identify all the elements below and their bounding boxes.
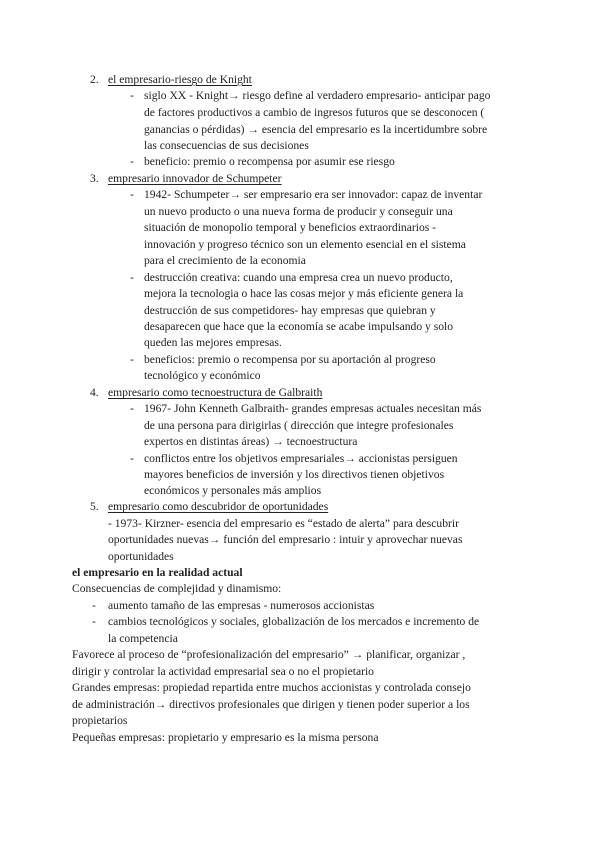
- galbraith-bullet-2-line-2: mayores beneficios de inversión y los directivos tienen objetivos: [144, 468, 445, 481]
- realidad-bullet-2-line-1: cambios tecnológicos y sociales, globalización de los mercados e incremento de: [108, 615, 480, 628]
- schumpeter-bullet-1-line-3: situación de monopolio temporal y beneficios extraordinarios -: [144, 221, 437, 234]
- section-3-title: empresario innovador de Schumpeter: [108, 172, 282, 185]
- knight-bullet-1-line-1: siglo XX - Knight→ riesgo define al verdadero empresario- anticipar pago: [144, 89, 491, 102]
- realidad-bullet-1: aumento tamaño de las empresas - numerosos accionistas: [108, 599, 375, 612]
- realidad-bullet-2-line-2: la competencia: [108, 632, 178, 645]
- realidad-para-2-line-2: de administración→ directivos profesionales que dirigen y tienen poder superior a los: [72, 698, 470, 711]
- bullet-dash: -: [130, 155, 134, 168]
- schumpeter-bullet-1-line-2: un nuevo producto o una nueva forma de producir y conseguir una: [144, 205, 453, 218]
- section-3-number: 3.: [90, 172, 99, 185]
- realidad-para-3: Pequeñas empresas: propietario y empresario es la misma persona: [72, 731, 379, 744]
- knight-bullet-1-line-2: de factores productivos a cambio de ingresos futuros que se desconocen (: [144, 106, 485, 119]
- realidad-para-2-line-1: Grandes empresas: propiedad repartida entre muchos accionistas y controlada consejo: [72, 681, 471, 694]
- section-2-title: el empresario-riesgo de Knight: [108, 73, 252, 86]
- galbraith-bullet-1-line-1: 1967- John Kenneth Galbraith- grandes empresas actuales necesitan más: [144, 402, 482, 415]
- schumpeter-bullet-1-line-4: innovación y progreso técnico son un elemento esencial en el sistema: [144, 238, 466, 251]
- kirzner-line-1: - 1973- Kirzner- esencia del empresario es “estado de alerta” para descubrir: [108, 517, 459, 530]
- section-5-title: empresario como descubridor de oportunidades: [108, 500, 329, 513]
- bullet-dash: -: [92, 615, 96, 628]
- section-4-number: 4.: [90, 386, 99, 399]
- bullet-dash: -: [130, 353, 134, 366]
- galbraith-bullet-1-line-2: de una persona para dirigirlas ( dirección que integre profesionales: [144, 419, 454, 432]
- knight-bullet-2-line-1: beneficio: premio o recompensa por asumir ese riesgo: [144, 155, 395, 168]
- bullet-dash: -: [130, 271, 134, 284]
- schumpeter-bullet-2-line-2: mejora la tecnologia o hace las cosas mejor y más eficiente genera la: [144, 287, 464, 300]
- schumpeter-bullet-2-line-1: destrucción creativa: cuando una empresa crea un nuevo producto,: [144, 271, 453, 284]
- schumpeter-bullet-1-line-5: para el crecimiento de la economia: [144, 254, 306, 267]
- bullet-dash: -: [92, 599, 96, 612]
- bullet-dash: -: [130, 402, 134, 415]
- realidad-intro: Consecuencias de complejidad y dinamismo:: [72, 582, 282, 595]
- schumpeter-bullet-2-line-4: desaparecen que hace que la economía se acabe impulsando y solo: [144, 320, 454, 333]
- section-5-number: 5.: [90, 500, 99, 513]
- realidad-heading: el empresario en la realidad actual: [72, 566, 243, 579]
- schumpeter-bullet-1-line-1: 1942- Schumpeter→ ser empresario era ser innovador: capaz de inventar: [144, 188, 483, 201]
- section-4-title: empresario como tecnoestructura de Galbraith: [108, 386, 323, 399]
- section-2-number: 2.: [90, 73, 99, 86]
- knight-bullet-1-line-4: las consecuencias de sus decisiones: [144, 139, 309, 152]
- realidad-para-1-line-2: dirigir y controlar la actividad empresarial sea o no el propietario: [72, 665, 374, 678]
- schumpeter-bullet-2-line-3: destrucción de sus competidores- hay empresas que quiebran y: [144, 304, 436, 317]
- realidad-para-2-line-3: propietarios: [72, 714, 128, 727]
- schumpeter-bullet-2-line-5: queden las mejores empresas.: [144, 336, 282, 349]
- galbraith-bullet-1-line-3: expertos en distintas áreas) → tecnoestructura: [144, 435, 358, 448]
- bullet-dash: -: [130, 452, 134, 465]
- galbraith-bullet-2-line-3: económicos y personales más amplios: [144, 484, 322, 497]
- kirzner-line-3: oportunidades: [108, 550, 174, 563]
- schumpeter-bullet-3-line-2: tecnológico y económico: [144, 369, 261, 382]
- knight-bullet-1-line-3: ganancias o pérdidas) → esencia del empresario es la incertidumbre sobre: [144, 123, 488, 136]
- schumpeter-bullet-3-line-1: beneficios: premio o recompensa por su aportación al progreso: [144, 353, 436, 366]
- realidad-para-1-line-1: Favorece al proceso de “profesionalización del empresario” → planificar, organizar ,: [72, 648, 466, 661]
- bullet-dash: -: [130, 89, 134, 102]
- galbraith-bullet-2-line-1: conflictos entre los objetivos empresariales→ accionistas persiguen: [144, 452, 458, 465]
- bullet-dash: -: [130, 188, 134, 201]
- kirzner-line-2: oportunidades nuevas→ función del empresario : intuir y aprovechar nuevas: [108, 533, 463, 546]
